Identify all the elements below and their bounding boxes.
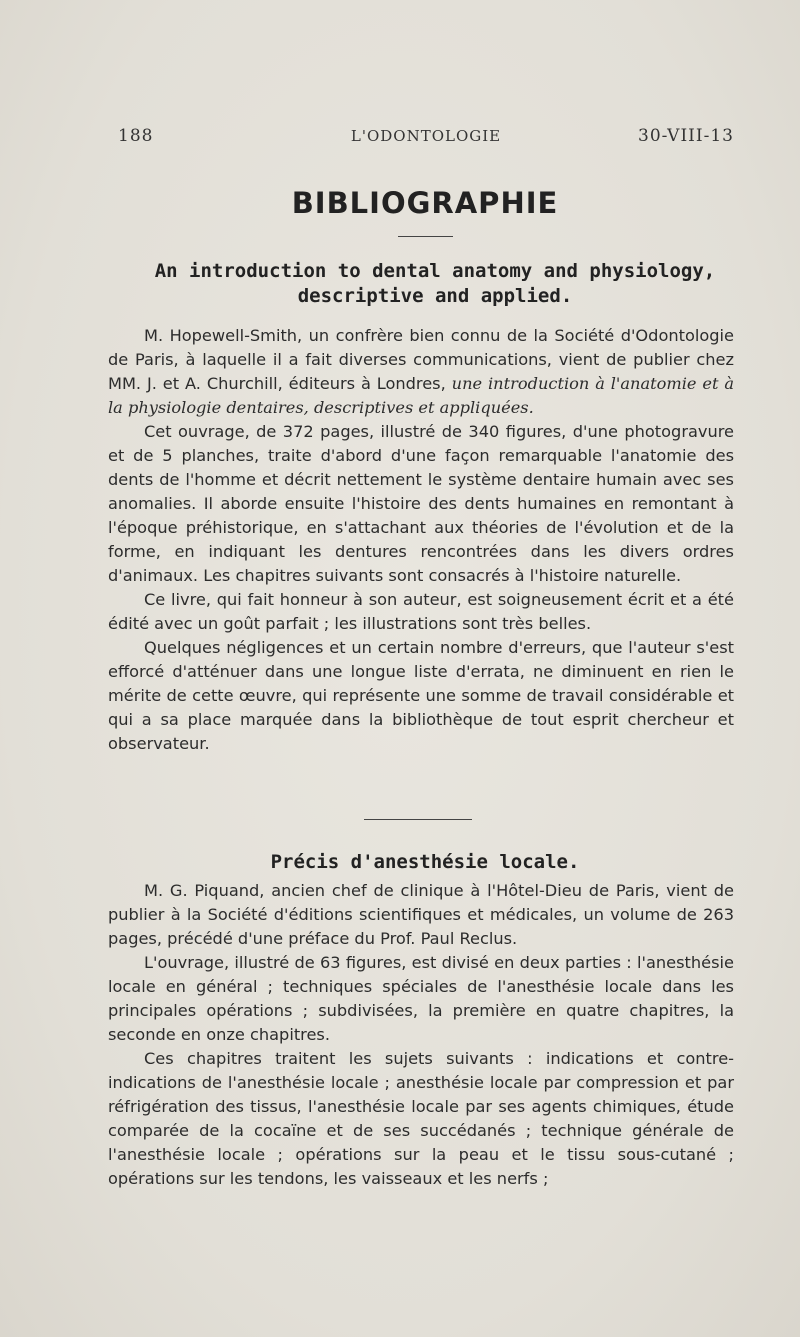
running-header (118, 126, 734, 150)
divider (364, 819, 472, 820)
paragraph: Ces chapitres traitent les sujets suivants : indications et contre-indications de l'anesthésie locale ; anesthésie locale par compression et par réfrigération des tissus, l'anesthésie locale par ses agents chimiques, étude comparée de la cocaïne et de ses succédanés ; technique générale de l'anesthésie locale ; opérations sur la peau et le tissu sous-cutané ; opérations sur les tendons, les vaisseaux et les nerfs ; (108, 1049, 734, 1188)
article-body-dental-anatomy (108, 324, 734, 756)
paragraph: Quelques négligences et un certain nombre d'erreurs, que l'auteur s'est efforcé d'atténuer dans une longue liste d'errata, ne diminuent en rien le mérite de cette œuvre, qui représente une somme de travail considérable et qui a sa place marquée dans la bibliothèque de tout esprit chercheur et observateur. (108, 638, 734, 753)
italic-book-title: une introduction à l'anatomie et à la physiologie dentaires, descriptives et appliquées. (108, 374, 734, 417)
journal-title: L'ODONTOLOGIE (350, 127, 502, 145)
paragraph: M. G. Piquand, ancien chef de clinique à l'Hôtel-Dieu de Paris, vient de publier à la Société d'éditions scientifiques et médicales, un volume de 263 pages, précédé d'une préface du Prof. Paul Reclus. (108, 881, 734, 948)
issue-date: 30-VIII-13 (638, 126, 734, 146)
paragraph: Cet ouvrage, de 372 pages, illustré de 340 figures, d'une photogravure et de 5 planches, traite d'abord d'une façon remarquable l'anatomie des dents de l'homme et décrit nettement le système dentaire humain avec ses anomalies. Il aborde ensuite l'histoire des dents humaines en remontant à l'époque préhistorique, en s'attachant aux théories de l'évolution et de la forme, en indiquant les dentures rencontrées dans les divers ordres d'animaux. Les chapitres suivants sont consacrés à l'histoire naturelle. (108, 422, 734, 585)
article-body-anesthesie (108, 879, 734, 1191)
section-title: BIBLIOGRAPHIE (291, 186, 559, 220)
page-number: 188 (118, 126, 154, 146)
paragraph-text: M. Hopewell-Smith, un confrère bien connu de la Société d'Odontologie de Paris, à laquelle il a fait diverses communications, vient de publier chez MM. J. et A. Churchill, éditeurs à Londres, (108, 326, 734, 393)
paragraph: Ce livre, qui fait honneur à son auteur, est soigneusement écrit et a été édité avec un goût parfait ; les illustrations sont très belles. (108, 590, 734, 633)
divider (398, 236, 453, 237)
article-title-anesthesie: Précis d'anesthésie locale. (270, 851, 580, 873)
paragraph: L'ouvrage, illustré de 63 figures, est divisé en deux parties : l'anesthésie locale en général ; techniques spéciales de l'anesthésie locale dans les principales opérations ; subdivisées, la première en quatre chapitres, la seconde en onze chapitres. (108, 953, 734, 1044)
paragraph (108, 324, 734, 420)
article-title-dental-anatomy: An introduction to dental anatomy and physiology, descriptive and applied. (154, 260, 716, 307)
